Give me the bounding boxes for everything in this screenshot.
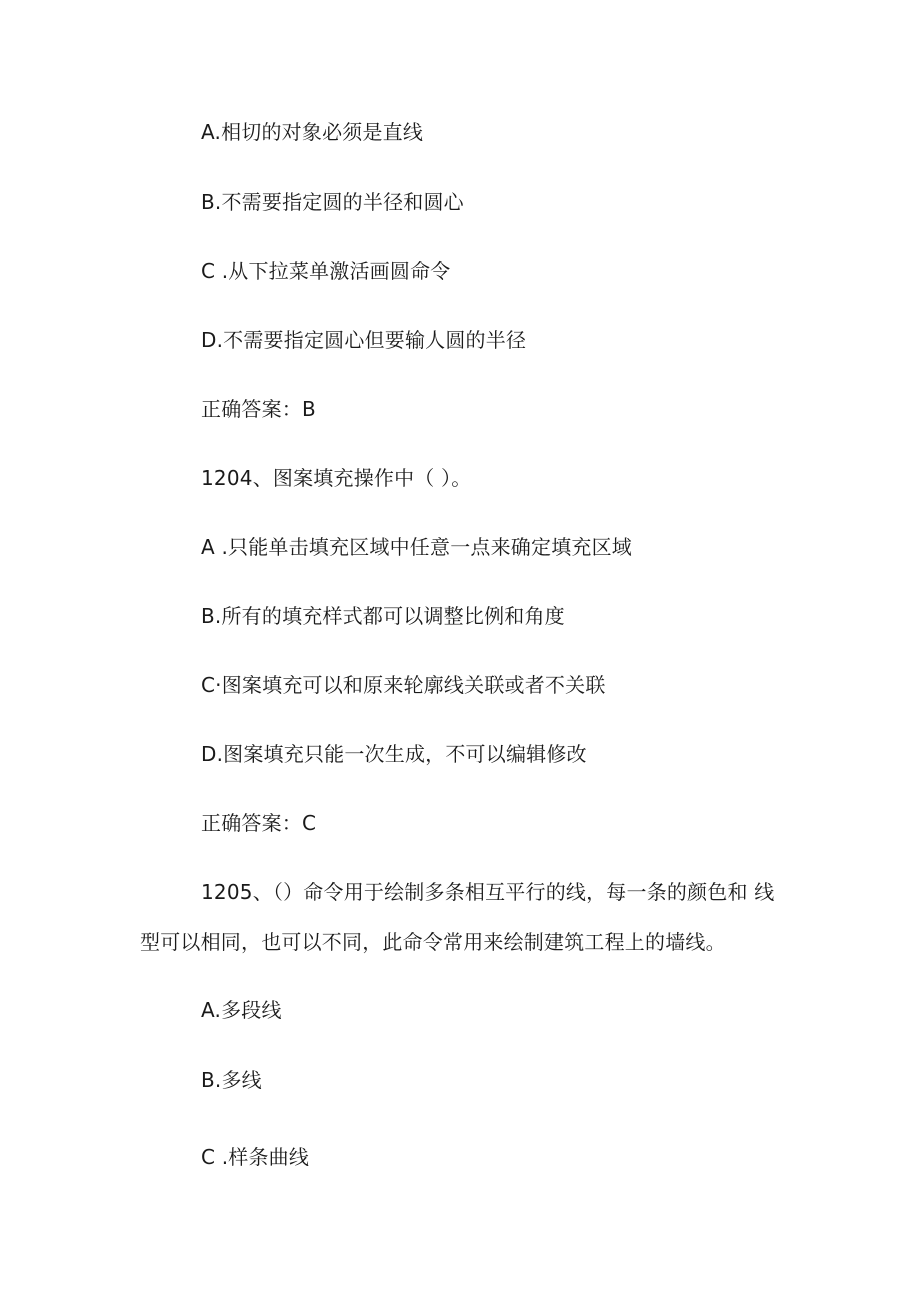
option-d: D.图案填充只能一次生成，不可以编辑修改 [201, 742, 587, 766]
option-b: B.所有的填充样式都可以调整比例和角度 [201, 604, 565, 628]
correct-answer: 正确答案：B [201, 397, 316, 421]
option-c: C .从下拉菜单激活画圆命令 [201, 259, 451, 283]
option-a: A.多段线 [201, 998, 282, 1022]
question-1204: 1204、图案填充操作中（ ）。 [201, 466, 472, 490]
correct-answer: 正确答案：C [201, 811, 317, 835]
option-c: C .样条曲线 [201, 1145, 310, 1169]
option-a: A.相切的对象必须是直线 [201, 120, 424, 144]
option-a: A .只能单击填充区域中任意一点来确定填充区域 [201, 535, 632, 559]
option-b: B.多线 [201, 1068, 262, 1092]
question-1205-line-2: 型可以相同，也可以不同，此命令常用来绘制建筑工程上的墙线。 [140, 930, 726, 954]
option-b: B.不需要指定圆的半径和圆心 [201, 190, 464, 214]
question-1205-line-1: 1205、（）命令用于绘制多条相互平行的线，每一条的颜色和 线 [201, 880, 775, 904]
option-c: C·图案填充可以和原来轮廓线关联或者不关联 [201, 673, 606, 697]
option-d: D.不需要指定圆心但要输人圆的半径 [201, 328, 527, 352]
